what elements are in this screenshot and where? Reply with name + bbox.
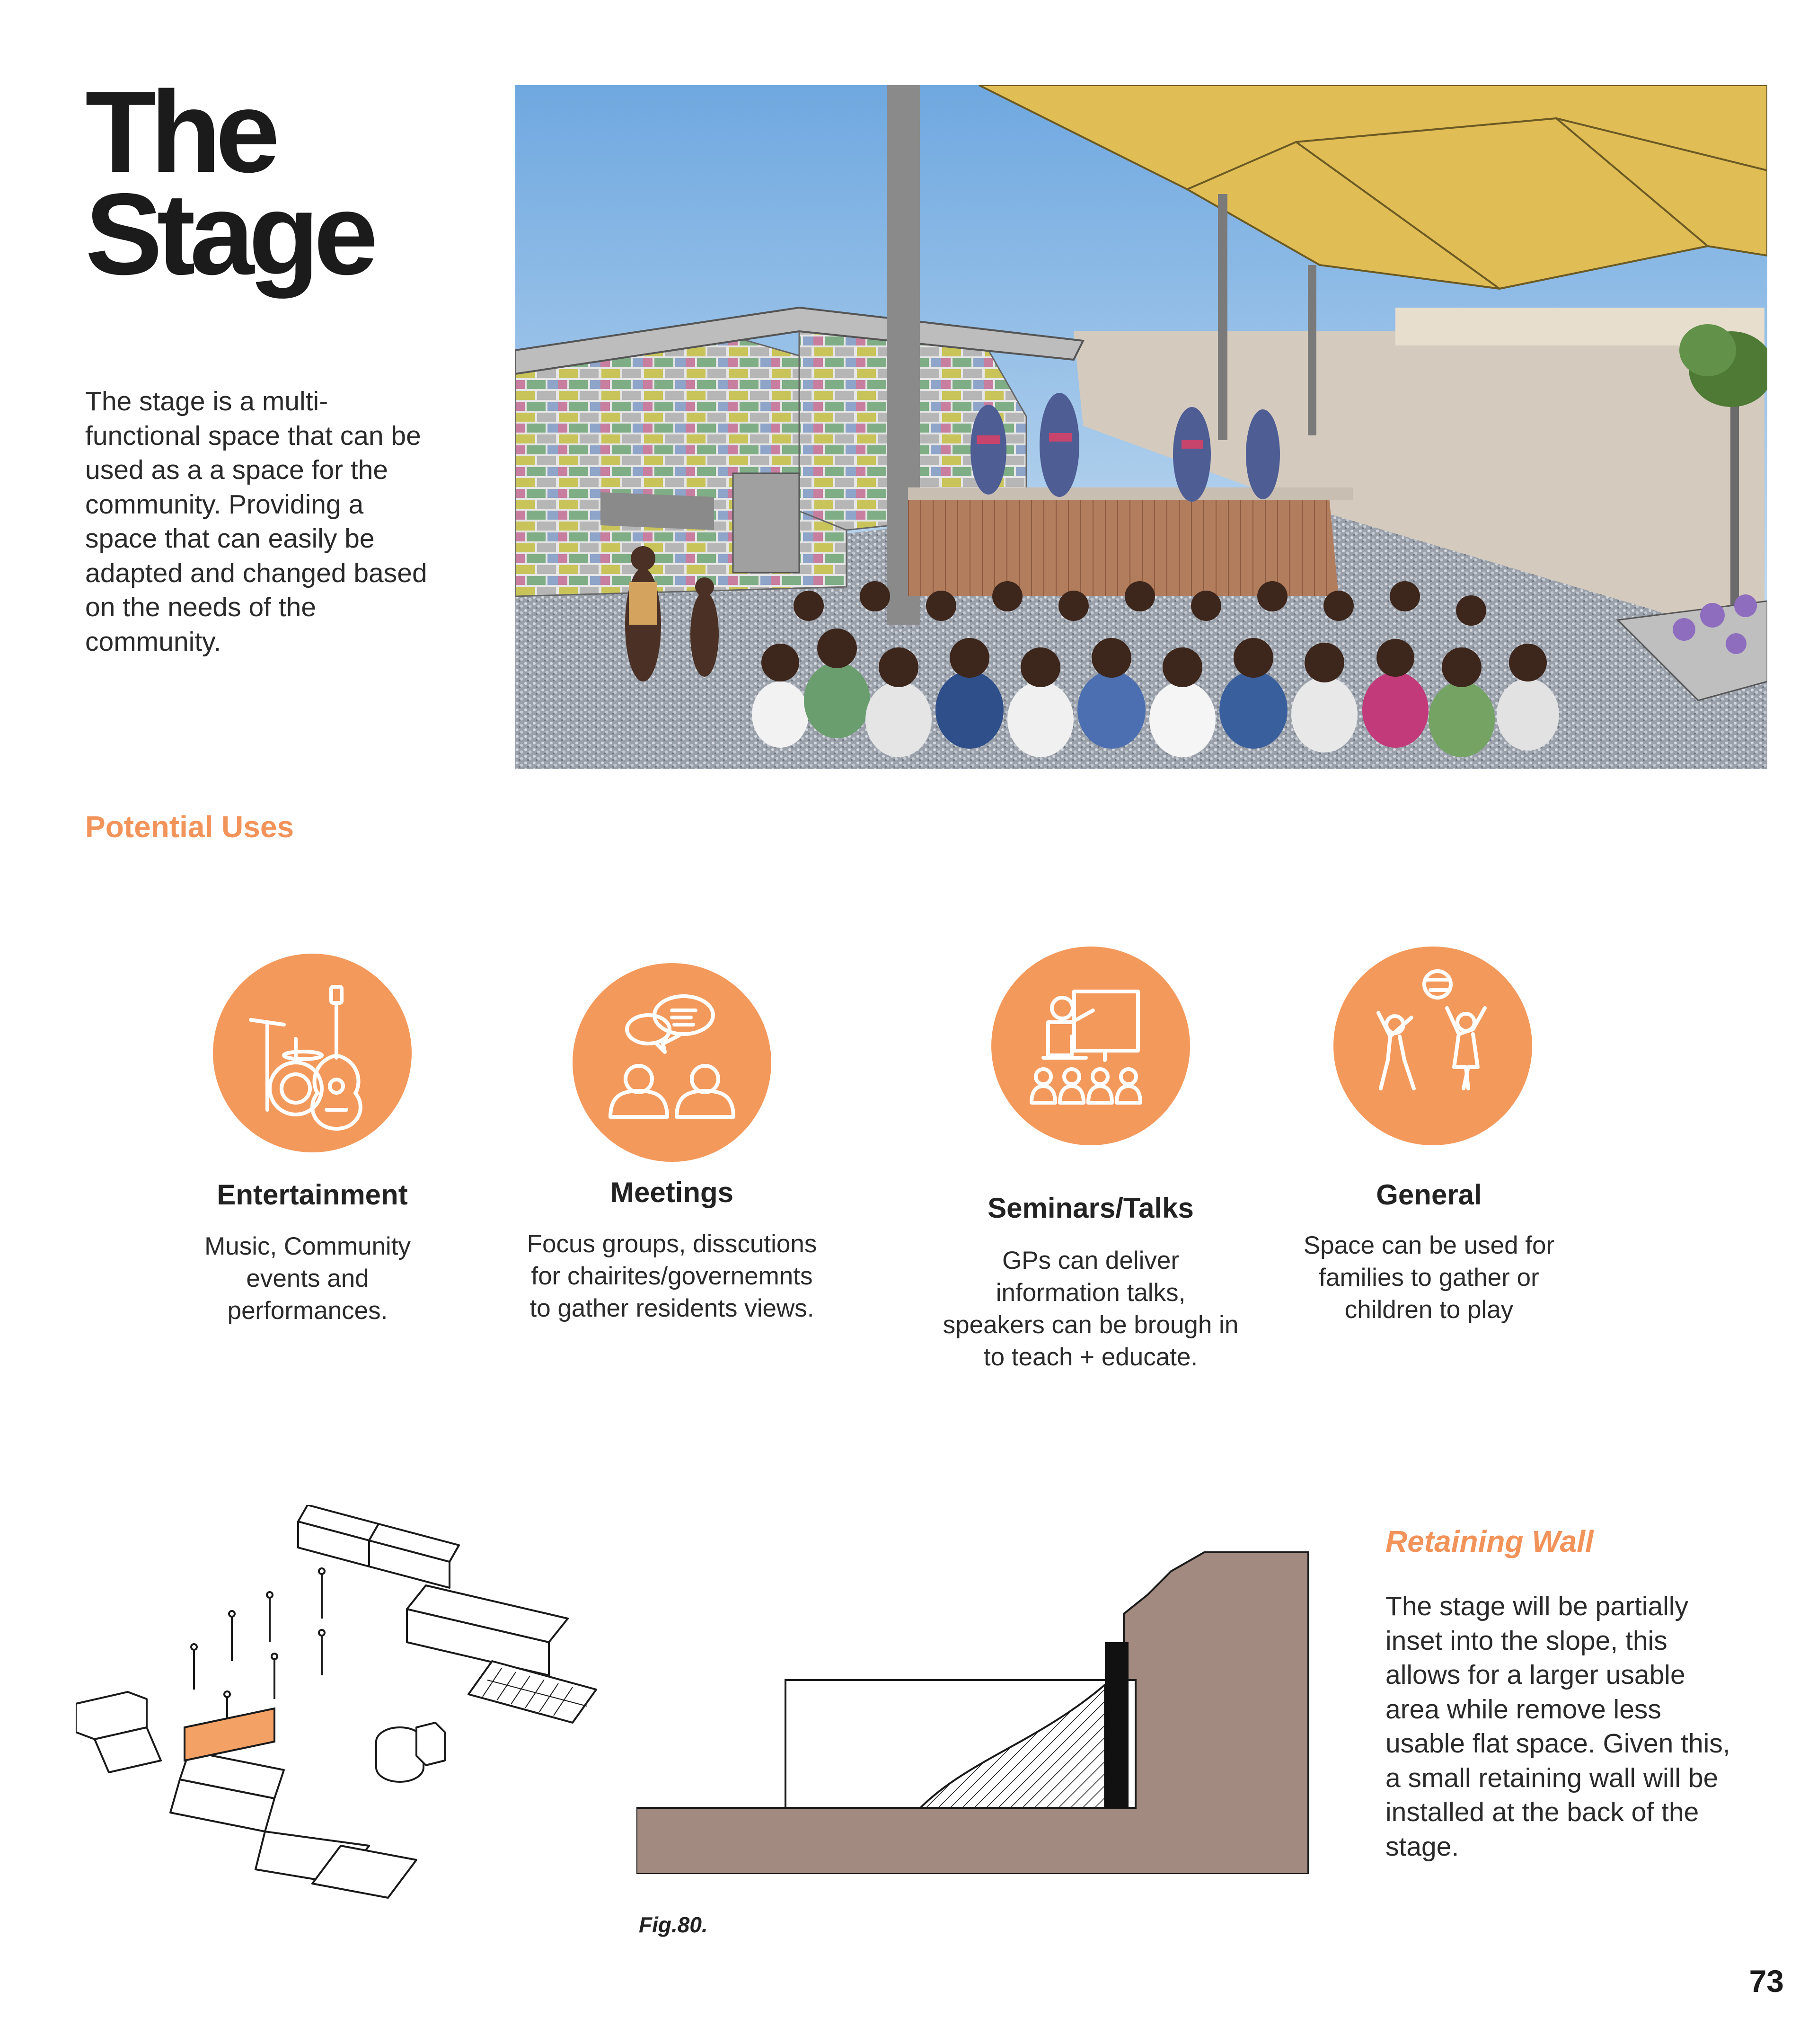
presentation-icon	[991, 947, 1190, 1145]
use-description-seminars: GPs can deliver information talks, speakers can be brough in to teach + educate.	[943, 1247, 1239, 1371]
use-title-general: General	[1376, 1179, 1482, 1211]
title-line-1: The	[85, 67, 274, 196]
band-instruments-icon	[213, 954, 412, 1152]
intro-paragraph: The stage is a multi-functional space that can be used as a a space for the community. Providing a space that can easily be adapted and changed based on the needs of the community.	[85, 386, 427, 657]
stage-rendering-image	[515, 85, 1767, 769]
retaining-wall-paragraph: The stage will be partially inset into the slope, this allows for a larger usable area while remove less usable flat space. Given this, a small retaining wall will be installed at the back of the stage.	[1385, 1591, 1730, 1862]
potential-uses-heading: Potential Uses	[85, 810, 294, 844]
title-line-2: Stage	[85, 169, 373, 299]
use-description-entertainment: Music, Community events and performances.	[204, 1232, 411, 1325]
use-description-meetings: Focus groups, disscutions for chairites/governemnts to gather residents views.	[527, 1230, 817, 1322]
page-number: 73	[1749, 1964, 1784, 1999]
children-play-icon	[1333, 947, 1532, 1145]
axonometric-site-drawing	[76, 1505, 606, 1902]
figure-caption: Fig.80.	[639, 1912, 708, 1937]
meeting-chat-icon	[573, 963, 771, 1162]
retaining-wall-heading: Retaining Wall	[1385, 1524, 1594, 1558]
use-description-general: Space can be used for families to gather or children to play	[1303, 1231, 1555, 1324]
use-title-seminars: Seminars/Talks	[988, 1192, 1194, 1224]
retaining-wall-section-drawing	[636, 1543, 1313, 1874]
use-title-entertainment: Entertainment	[217, 1179, 408, 1211]
use-title-meetings: Meetings	[610, 1177, 734, 1208]
page-title	[85, 67, 373, 299]
